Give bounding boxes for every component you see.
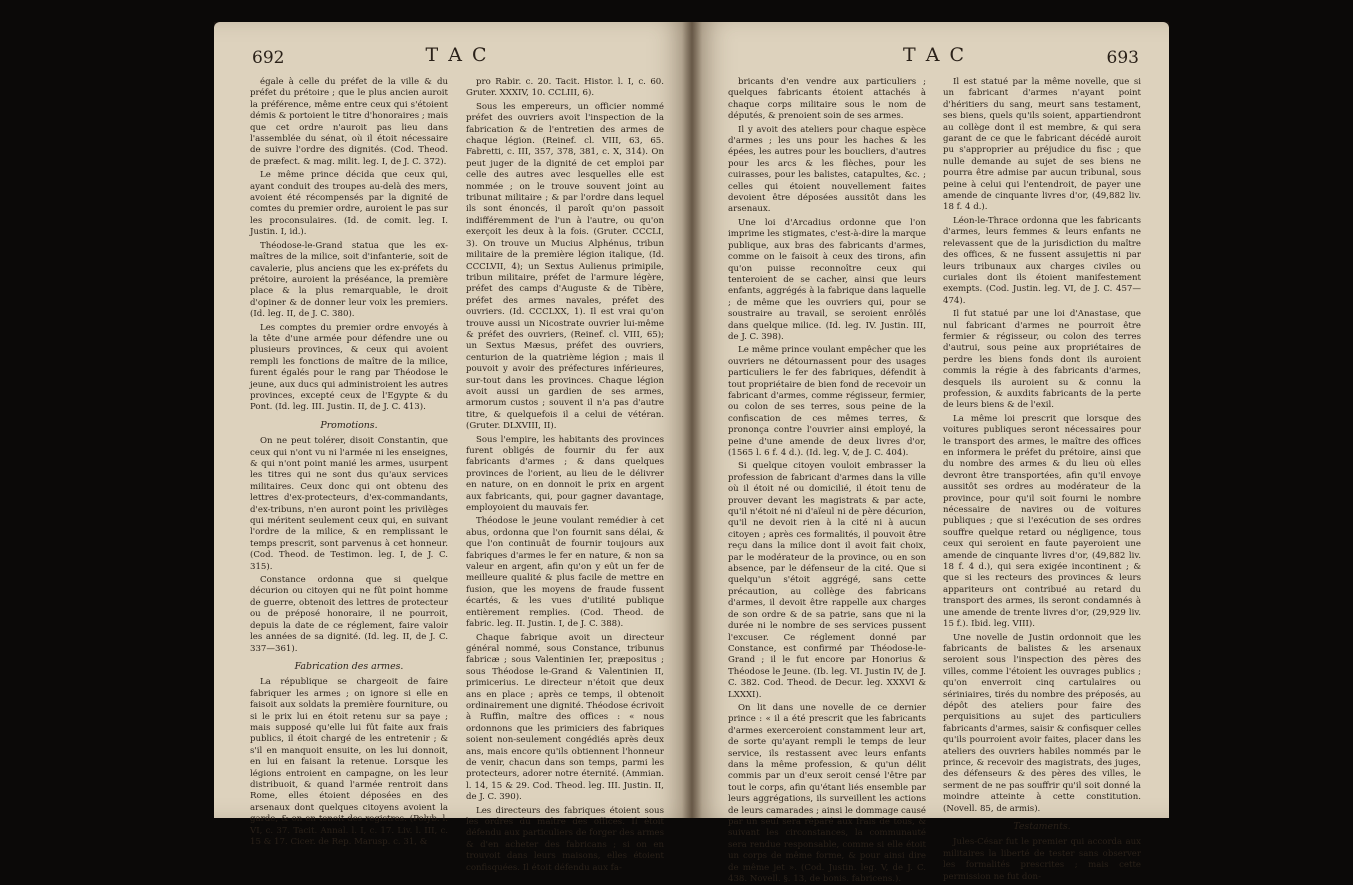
right-page-columns — [728, 77, 1141, 885]
paragraph: pro Rabir. c. 20. Tacit. Histor. l. I, c. 60. Gruter. XXXIV, 10. CCLIII, 6). — [466, 77, 664, 99]
paragraph: Chaque fabrique avoit un directeur général nommé, sous Constance, tribunus fabricæ ; sous Valentinien Ier, præpositus ; sous Théodose le-Grand & Valentinien II, primicerius. Le directeur n'étoit que deux ans en place ; après ce temps, il obtenoit ordinairement une dignité. Théodose écrivoit à Ruffin, maître des offices : « nous ordonnons que les primiciers des fabriques soient non-seulement congédiés après deux ans, mais encore qu'ils obtiennent l'honneur de venir, chacun dans son temps, parmi les protecteurs, adorer notre éternité. (Ammian. l. 14, 15 & 29. Cod. Theod. leg. III. Justin. II, de J. C. 390). — [466, 632, 664, 803]
paragraph: Le même prince voulant empêcher que les ouvriers ne détournassent pour des usages particuliers le fer des fabriques, défendit à tout propriétaire de bien fond de recevoir un fabricant d'armes, comme régisseur, fermier, ou colon de ses terres, sous peine de la confiscation de ces mêmes terres, & prononça contre l'ouvrier ainsi employé, la peine d'une amende de deux livres d'or, (1565 l. 6 f. 4 d.). (Id. leg. V, de J. C. 404). — [728, 345, 926, 458]
section-heading: Testaments. — [1013, 821, 1071, 832]
book-gutter — [682, 22, 702, 818]
paragraph: On ne peut tolérer, disoit Constantin, que ceux qui n'ont vu ni l'armée ni les enseignes, & qui n'ont point manié les armes, usurpent les titres qui ne sont dus qu'aux services militaires. Ceux donc qui ont obtenu des lettres d'ex-protecteurs, d'ex-commandants, d'ex-tribuns, n'en auront point les privilèges qui méritent seulement ceux qui, en suivant l'ordre de la milice, & en remplissant le temps prescrit, sont parvenus à cet honneur. (Cod. Theod. de Testimon. leg. I, de J. C. 315). — [250, 436, 448, 572]
text-column — [466, 77, 664, 873]
paragraph: Sous l'empire, les habitants des provinces furent obligés de fournir du fer aux fabricants d'armes ; & dans quelques provinces de l'orient, au lieu de le délivrer en nature, on en donnoit le prix en argent aux fabricants, qui, pour gagner davantage, employoient du mauvais fer. — [466, 434, 664, 514]
paragraph: Le même prince décida que ceux qui, ayant conduit des troupes au-delà des mers, avoient été récompensés par la dignité de comtes du premier ordre, auroient le pas sur les proconsulaires. (Id. de comit. leg. I. Justin. I, id.). — [250, 170, 448, 238]
paragraph: Constance ordonna que si quelque décurion ou citoyen qui ne fût point homme de guerre, obtenoit des lettres de protecteur ou de préposé honoraire, il ne pourroit, depuis la date de ce réglement, faire valoir les années de sa dignité. (Id. leg. II, de J. C. 337—361). — [250, 575, 448, 654]
paragraph: Il fut statué par une loi d'Anastase, que nul fabricant d'armes ne pourroit être fermier & régisseur, ou colon des terres d'autrui, sous peine aux propriétaires de perdre les biens fonds dont ils auroient commis la régie à des fabricants d'armes, desquels ils auroient su & connu la profession, & auxdits fabricants de la perte de leurs biens & de l'exil. — [943, 309, 1141, 411]
paragraph: Léon-le-Thrace ordonna que les fabricants d'armes, leurs femmes & leurs enfants ne relevassent que de la jurisdiction du maître des offices, & ne fussent assujettis ni par leurs tribunaux aux charges civiles ou curiales dont ils étoient manifestement exempts. (Cod. Justin. leg. VI, de J. C. 457—474). — [943, 215, 1141, 306]
page-number: 693 — [1106, 48, 1139, 68]
text-column — [943, 77, 1141, 882]
paragraph: bricants d'en vendre aux particuliers ; quelques fabricants étoient attachés à chaque corps militaire sous le nom de députés, & prenoient soin de ses armes. — [728, 77, 926, 122]
paragraph: Une novelle de Justin ordonnoit que les fabricants de balistes & les arsenaux seroient sous l'inspection des pères des villes, comme l'étoient les ouvrages publics ; qu'on enverroit cinq cartulaires ou sériniaires, tirés du nombre des préposés, au dépôt des ateliers pour faire des perquisitions au sujet des particuliers fabricants d'armes, saisir & confisquer celles qu'ils pourroient avoir faites, placer dans les ateliers des ouvriers habiles nommés par le prince, & recevoir des magistrats, des juges, des défenseurs & des pères des villes, le serment de ne pas souffrir qu'il soit donné la moindre atteinte à cette constitution. (Novell. 85, de armis). — [943, 632, 1141, 814]
paragraph: La république se chargeoit de faire fabriquer les armes ; on ignore si elle en faisoit aux soldats la première fourniture, ou si le prix lui en étoit retenu sur sa paye ; mais supposé qu'elle lui fût faite aux frais publics, il étoit chargé de les entretenir ; & s'il en manquoit ensuite, on les lui donnoit, en lui en faisant la retenue. Lorsque les légions entroient en campagne, on les leur distribuoit, & quand l'armée rentroit dans Rome, elles étoient déposées en des arsenaux dont quelques citoyens avoient la garde, & on en tenoit des registres. (Polyb. l. VI, c. 37. Tacit. Annal. l. I, c. 17. Liv. l. III, c. 15 & 17. Cicer. de Rep. Marusp. c. 31, & — [250, 677, 448, 847]
paragraph: Il y avoit des ateliers pour chaque espèce d'armes ; les uns pour les haches & les épées, les autres pour les boucliers, d'autres pour les arcs & les flèches, pour les cuirasses, pour les balistes, catapultes, &c. ; celles qui étoient nouvellement faites devoient être déposées aussitôt dans les arsenaux. — [728, 124, 926, 215]
right-page — [692, 22, 1169, 885]
paragraph: On lit dans une novelle de ce dernier prince : « il a été prescrit que les fabricants d'armes exerceroient constamment leur art, de sorte qu'ayant rempli le temps de leur service, ils restassent avec leurs enfants dans la même profession, & qu'un délit commis par un d'eux seroit censé l'être par tout le corps, afin qu'étant liés ensemble par leurs aggrégations, ils surveillent les actions de leurs camarades ; ainsi le dommage causé par un seul sera réparé aux frais de tous, & suivant les circonstances, la communauté sera rendue responsable, comme si elle étoit un corps de même forme, & pour ainsi dire de même jet ». (Cod. Justin. leg. V, de J. C. 438. Novell. §. 13, de bonis. fabricens.). — [728, 702, 926, 885]
paragraph: Sous les empereurs, un officier nommé préfet des ouvriers avoit l'inspection de la fabrication & de l'entretien des armes de chaque légion. (Reinef. cl. VIII, 63, 65. Fabretti, c. III, 357, 378, 381, c. X, 314). On peut juger de la dignité de cet emploi par celle des autres avec lesquelles elle est nommée ; on le trouve souvent joint au tribunat militaire ; & par l'ordre dans lequel ils sont énoncés, il paroît qu'on passoit indifféremment de l'un à l'autre, ou qu'on exerçoit les deux à la fois. (Gruter. CCCLI, 3). On trouve un Mucius Alphénus, tribun militaire de la première légion italique, (Id. CCCLVII, 4); un Sextus Aulienus primipile, tribun militaire, préfet de l'armure légère, préfet des camps d'Auguste & de Tibère, préfet des armes navales, préfet des ouvriers. (Id. CCCLXX, 1). Il est vrai qu'on trouve aussi un Nicostrate ouvrier lui-même & préfet des ouvriers, (Reinef. cl. VIII, 65); un Sextus Mæsus, préfet des ouvriers, centurion de la quatrième légion ; mais il pouvoit y avoir des préfectures inférieures, sur-tout dans les provinces. Chaque légion avoit aussi un gardien de ses armes, armorum custos ; souvent il n'a pas d'autre titre, & quelquefois il a celui de vétéran. (Gruter. DLXVIII, II). — [466, 101, 664, 432]
paragraph: Il est statué par la même novelle, que si un fabricant d'armes n'ayant point d'héritiers du sang, meurt sans testament, ses biens, quels qu'ils soient, appartiendront au collège dont il est membre, & qui sera garant de ce que le fabricant décédé auroit pu s'approprier au préjudice du fisc ; que nulle demande au sujet de ses biens ne pourra être admise par aucun tribunal, sous peine à celui qui l'entendroit, de payer une amende de cinquante livres d'or, (49,882 liv. 18 f. 4 d.). — [943, 77, 1141, 213]
page-number: 692 — [252, 48, 285, 68]
paragraph: Jules-César fut le premier qui accorda aux militaires la liberté de tester sans observer les formalités prescrites ; mais cette permission ne fut don- — [943, 837, 1141, 882]
text-column — [728, 77, 926, 885]
paragraph: égale à celle du préfet de la ville & du préfet du prétoire ; que le plus ancien auroit la préférence, même entre ceux qui s'étoient démis & portoient le titre d'honoraires ; mais que cet ordre n'auroit pas lieu dans l'assemblée du sénat, où il étoit nécessaire de suivre l'ordre des dignités. (Cod. Theod. de præfect. & mag. milit. leg. I, de J. C. 372). — [250, 77, 448, 167]
paragraph: Les comptes du premier ordre envoyés à la tête d'une armée pour défendre une ou plusieurs provinces, & ceux qui avoient rempli les fonctions de maître de la milice, furent égalés pour le rang par Théodose le jeune, aux ducs qui administroient les autres provinces, excepté ceux de l'Egypte & du Pont. (Id. leg. III. Justin. II, de J. C. 413). — [250, 322, 448, 413]
paragraph: Théodose le jeune voulant remédier à cet abus, ordonna que l'on fournit sans délai, & que l'on continuât de fournir toujours aux fabriques d'armes le fer en nature, & non sa valeur en argent, afin qu'on y eût un fer de meilleure qualité & plus facile de mettre en fusion, que les moyens de fraude fussent écartés, & les vues d'utilité publique entièrement remplies. (Cod. Theod. de fabric. leg. II. Justin. I, de J. C. 388). — [466, 516, 664, 630]
open-book — [214, 22, 1169, 885]
section-heading: Promotions. — [320, 419, 378, 431]
paragraph: Si quelque citoyen vouloit embrasser la profession de fabricant d'armes dans la ville où il étoit né ou domicilié, il étoit tenu de prouver devant les magistrats & par acte, qu'il n'étoit né ni d'aïeul ni de père décurion, qu'il ne devoit rien à la cité ni à aucun citoyen ; après ces formalités, il pouvoit être reçu dans la milice dont il avoit fait choix, par le modérateur de la province, ou en son absence, par le défenseur de la cité. Que si quelqu'un s'étoit aggrégé, sans cette précaution, au collège des fabricans d'armes, il devoit être rappelle aux charges de son ordre & de sa patrie, sans que ni la durée ni le nombre de ses services pussent l'excuser. Ce réglement donné par Constance, est confirmé par Théodose-le-Grand ; il le fut encore par Honorius & Théodose le Jeune. (Ib. leg. VI. Justin IV, de J. C. 382. Cod. Theod. de Decur. leg. XXXVI & LXXXI). — [728, 461, 926, 700]
section-heading: Fabrication des armes. — [294, 660, 404, 672]
right-page-header — [730, 44, 1139, 78]
paragraph: Une loi d'Arcadius ordonne que l'on imprime les stigmates, c'est-à-dire la marque publique, aux bras des fabricants d'armes, comme on le faisoit à ceux des tirons, afin qu'on puisse reconnoître ceux qui tenteroient de se cacher, ainsi que leurs enfants, aggrégés à la fabrique dans laquelle ; de même que les ouvriers qui, pour se soustraire au travail, se seroient enrôlés dans quelque milice. (Id. leg. IV. Justin. III, de J. C. 398). — [728, 217, 926, 342]
left-page-header — [252, 44, 662, 78]
left-page-columns — [250, 77, 664, 873]
running-head: T A C — [425, 44, 489, 66]
text-column — [250, 77, 448, 847]
paragraph: Les directeurs des fabriques étoient sous les ordres du maître des offices. Il étoit défendu aux particuliers de forger des armes & d'en acheter des fabricans ; si on en trouvoit dans leurs maisons, elles étoient confisquées. Il étoit défendu aux fa- — [466, 805, 664, 873]
running-head: T A C — [902, 44, 966, 66]
left-page — [214, 22, 692, 873]
paragraph: Théodose-le-Grand statua que les ex-maîtres de la milice, soit d'infanterie, soit de cavalerie, plus anciens que les ex-préfets du prétoire, auroient la préséance, la première place & la plus remarquable, le droit d'opiner & de donner leur voix les premiers. (Id. leg. II, de J. C. 380). — [250, 240, 448, 320]
paragraph: La même loi prescrit que lorsque des voitures publiques seront nécessaires pour le transport des armes, le maître des offices en informera le préfet du prétoire, ainsi que du nombre des armes & du lieu où elles devront être transportées, afin qu'il envoye aussitôt ses ordres au modérateur de la province, pour qu'il soit fourni le nombre nécessaire de navires ou de voitures publiques ; que si l'exécution de ses ordres souffre quelque retard ou négligence, tous ceux qui seroient en faute payeroient une amende de cinquante livres d'or, (49,882 liv. 18 f. 4 d.), qui sera exigée incontinent ; & que si les recteurs des provinces & leurs appariteurs ont contribué au retard du transport des armes, ils seront condamnés à une amende de trente livres d'or, (29,929 liv. 15 f.). Ibid. leg. VIII). — [943, 413, 1141, 630]
